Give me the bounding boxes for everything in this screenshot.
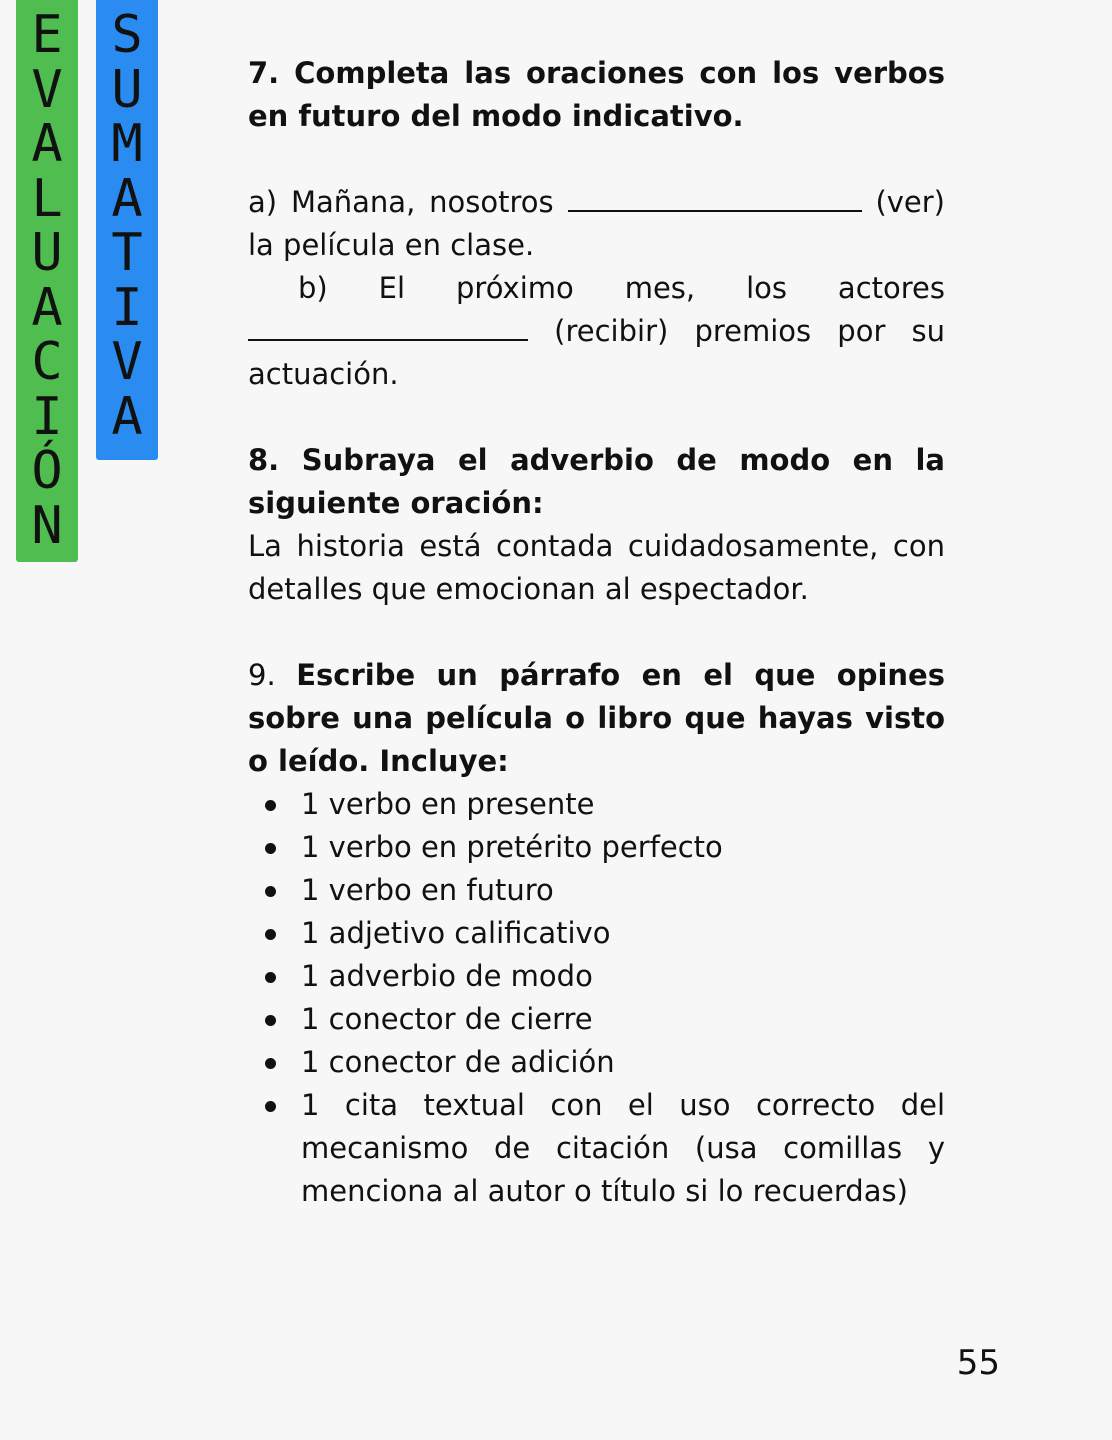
- evaluacion-side-label: [16, 0, 78, 562]
- side-letter: L: [31, 168, 63, 229]
- list-item: 1 conector de cierre: [301, 998, 945, 1041]
- side-letter: I: [31, 386, 63, 447]
- side-letter: A: [31, 114, 63, 174]
- answer-blank-a[interactable]: [568, 184, 862, 212]
- question-7-item-a: [248, 181, 945, 267]
- side-letter: U: [31, 223, 63, 283]
- item-b-end: (recibir) premios por su actuación.: [248, 314, 946, 391]
- question-9-checklist: [248, 783, 945, 1213]
- answer-blank-b[interactable]: [248, 313, 528, 341]
- question-7-title: 7. Completa las oraciones con los verbos en futuro del modo indicativo.: [248, 56, 945, 133]
- side-letter: T: [111, 223, 143, 283]
- side-letter: A: [111, 168, 143, 229]
- side-letter: A: [111, 386, 143, 447]
- worksheet-content: [248, 52, 945, 1213]
- question-8-sentence: La historia está contada cuidadosamente, con detalles que emocionan al espectador.: [248, 529, 945, 606]
- item-a-end: (ver) la película en clase.: [248, 185, 945, 262]
- list-item: 1 adjetivo calificativo: [301, 912, 945, 955]
- side-letter: N: [31, 495, 63, 556]
- item-a-start: a) Mañana, nosotros: [248, 185, 554, 219]
- question-9-title: [248, 654, 945, 783]
- side-letter: S: [111, 5, 143, 65]
- list-item: 1 verbo en pretérito perfecto: [301, 826, 945, 869]
- side-letter: U: [111, 59, 143, 120]
- list-item: 1 adverbio de modo: [301, 955, 945, 998]
- side-letter: M: [111, 114, 143, 174]
- question-8-title: 8. Subraya el adverbio de modo en la siguiente oración:: [248, 443, 945, 520]
- question-7-item-b: [248, 267, 945, 396]
- question-9-prompt: Escribe un párrafo en el que opines sobre una película o libro que hayas visto o leído. Incluye:: [248, 658, 945, 778]
- sumativa-side-label: [96, 0, 158, 460]
- side-letter: V: [111, 332, 143, 392]
- list-item: 1 verbo en futuro: [301, 869, 945, 912]
- question-9-number: 9.: [248, 658, 276, 692]
- side-letter: C: [31, 332, 63, 392]
- side-letter: V: [31, 59, 63, 120]
- side-letter: A: [31, 277, 63, 338]
- item-b-start: b) El próximo mes, los actores: [298, 271, 945, 305]
- side-letter: Ó: [31, 441, 63, 501]
- side-letter: E: [31, 5, 63, 65]
- page-number: 55: [956, 1343, 1000, 1383]
- list-item: 1 cita textual con el uso correcto del mecanismo de citación (usa comillas y menciona al autor o título si lo recuerdas): [301, 1084, 945, 1213]
- list-item: 1 verbo en presente: [301, 783, 945, 826]
- list-item: 1 conector de adición: [301, 1041, 945, 1084]
- side-letter: I: [111, 277, 143, 338]
